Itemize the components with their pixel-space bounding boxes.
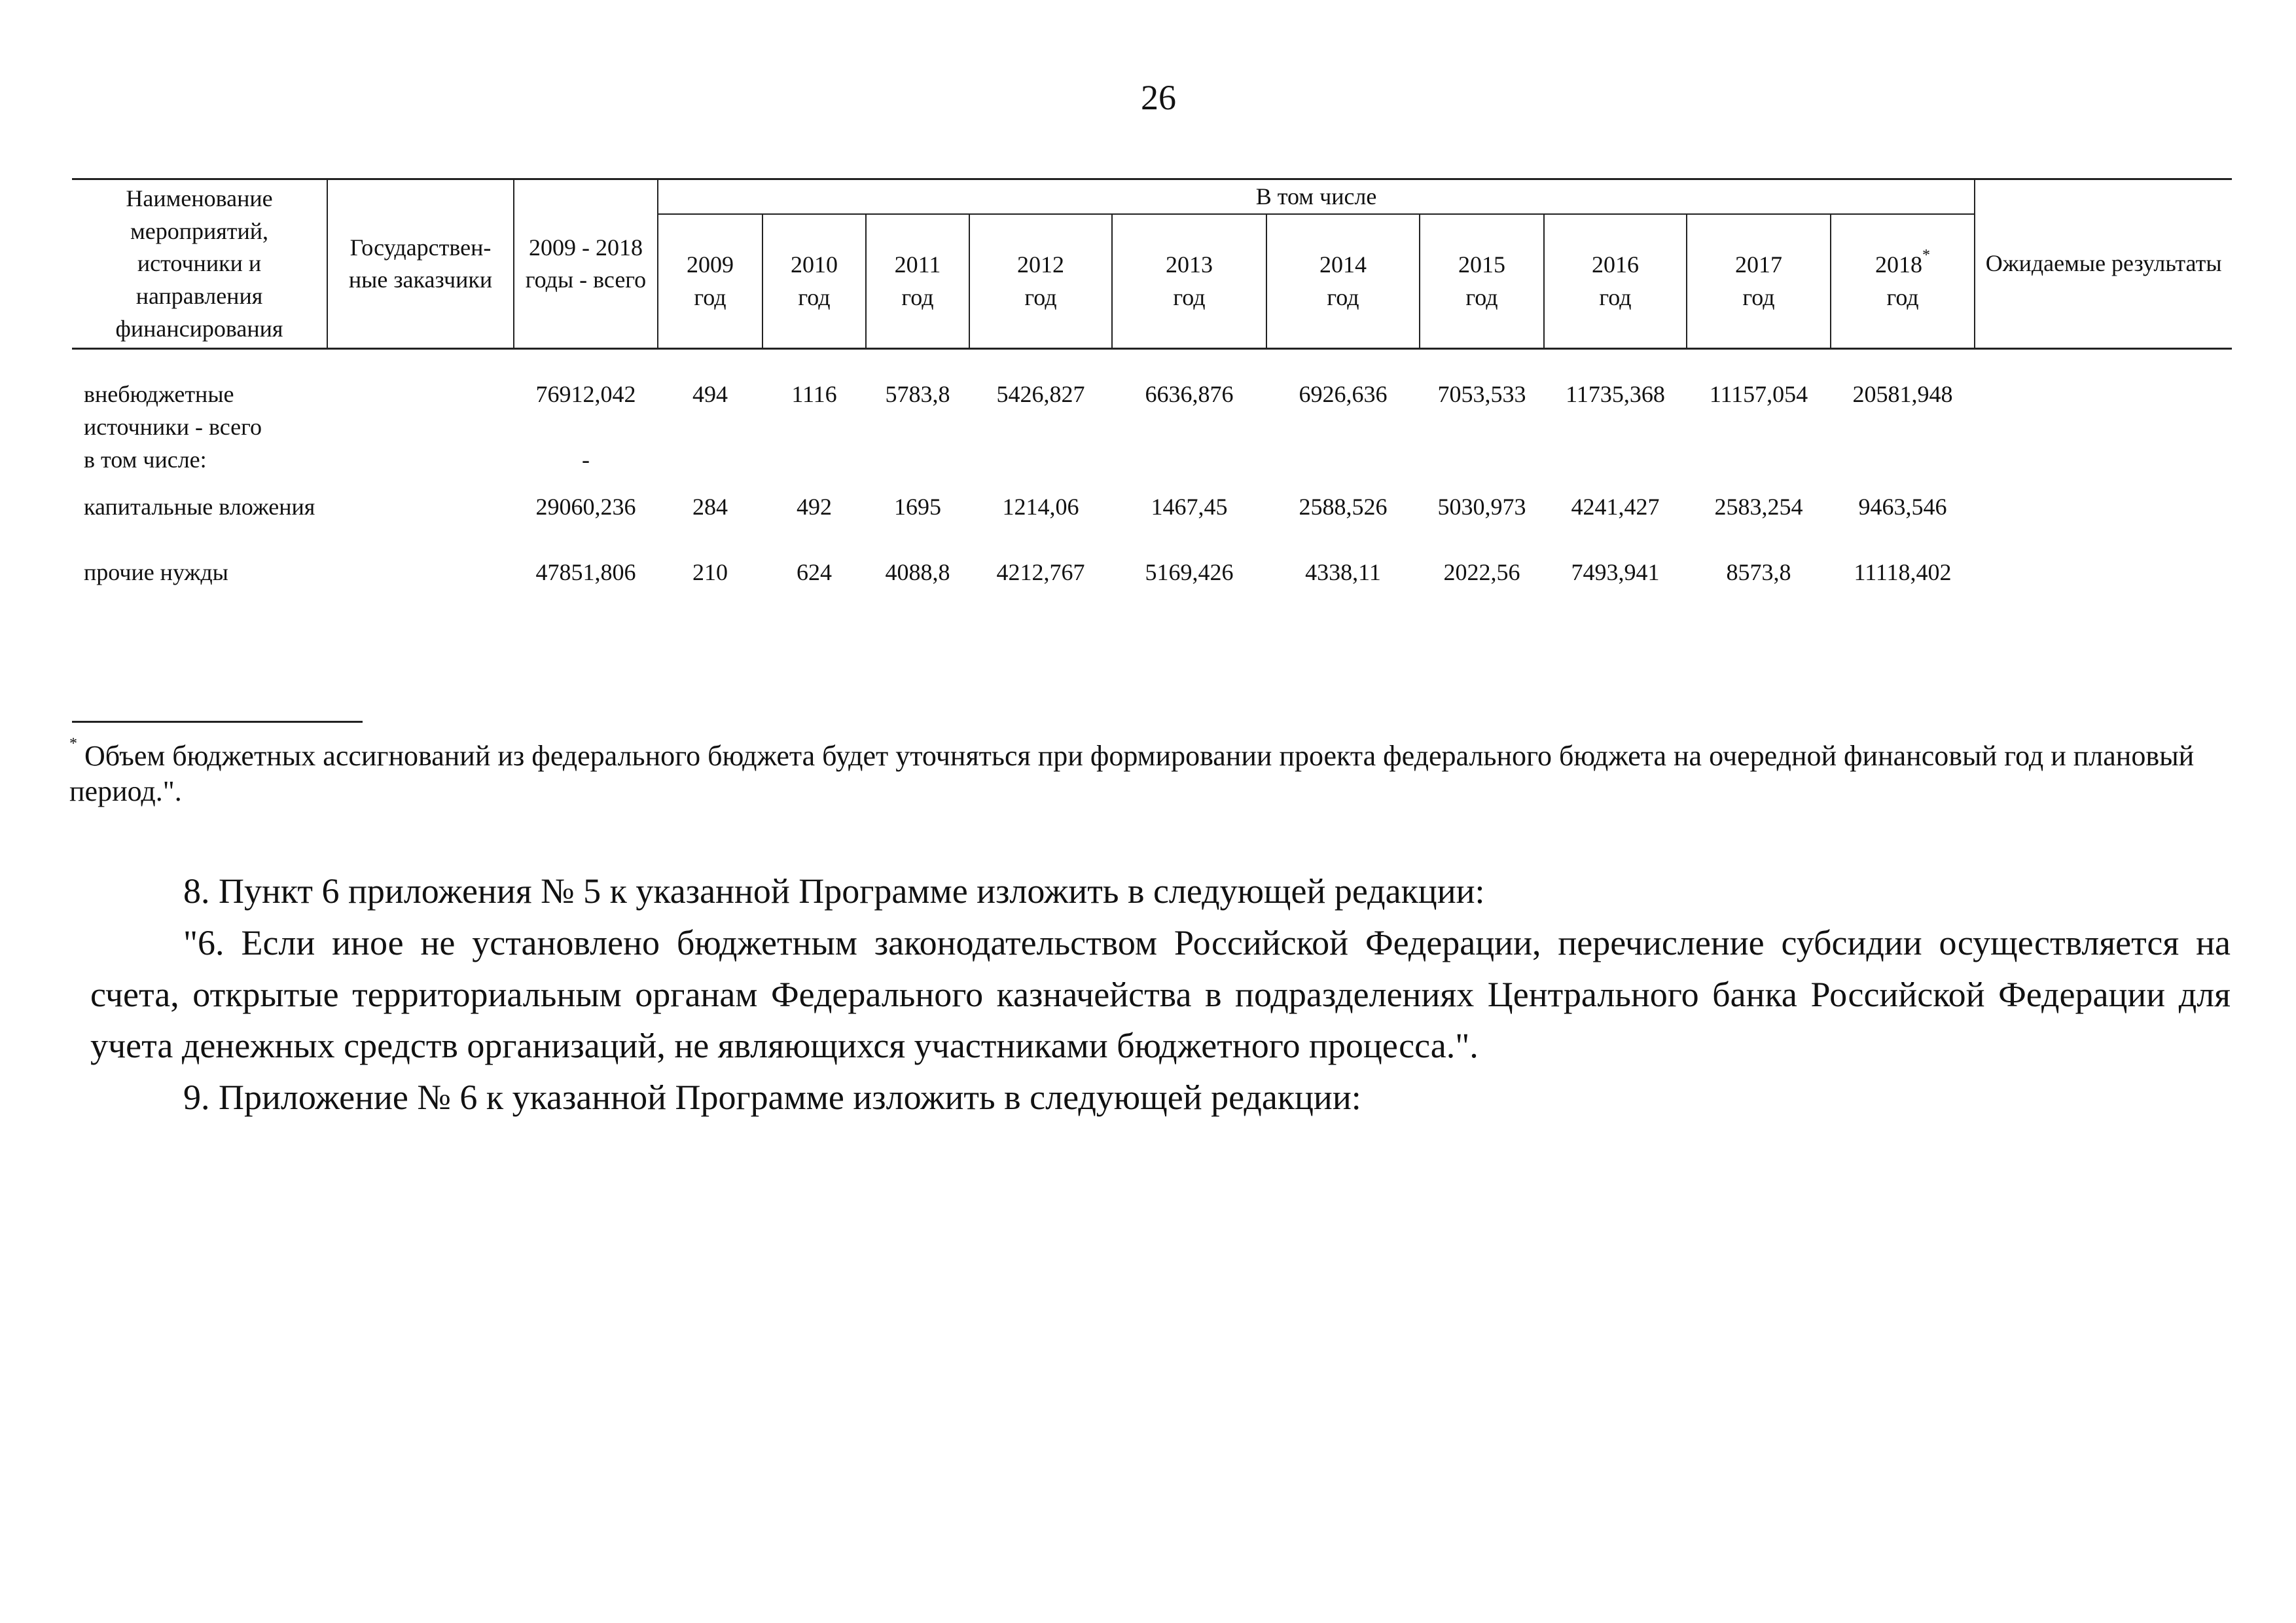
row-result: [1975, 491, 2232, 556]
row-value: [1544, 444, 1687, 491]
row-value: 492: [797, 494, 832, 520]
year-unit: год: [1742, 283, 1775, 310]
paragraph-9: 9. Приложение № 6 к указанной Программе изложить в следующей редакции:: [183, 1078, 1361, 1118]
row-value: 20581,948: [1852, 381, 1953, 408]
row-value: 494: [692, 381, 728, 408]
row-customer: [327, 378, 514, 444]
header-in-that-number: В том числе: [658, 179, 1975, 215]
row-customer: [327, 556, 514, 596]
page-number: 26: [1141, 78, 1176, 117]
row-total: 29060,236: [535, 494, 636, 520]
year-unit: год: [1886, 283, 1919, 310]
footnote-rule: [72, 721, 363, 723]
row-value: 2588,526: [1299, 494, 1388, 520]
row-value: 4212,767: [996, 559, 1085, 586]
year-unit: год: [1024, 283, 1057, 310]
row-customer: [327, 444, 514, 491]
header-customers: Государствен-ные заказчики: [327, 179, 514, 349]
year-label: 2016: [1592, 251, 1639, 278]
paragraph-6-quote: "6. Если иное не установлено бюджетным законодательством Российской Федерации, перечисление субсидии осуществляется на счета, открытые территориальным органам Федерального казначейства в подразделениях Центрального банка Российской Федерации для учета денежных средств организаций, не являющихся участниками бюджетного процесса.".: [90, 922, 2231, 1066]
row-value: 7053,533: [1437, 381, 1526, 408]
row-value: 5030,973: [1437, 494, 1526, 520]
header-year-2012: [969, 214, 1112, 349]
row-customer: [327, 491, 514, 556]
row-value: 210: [692, 559, 728, 586]
row-total: 47851,806: [535, 559, 636, 586]
header-year-2011: [866, 214, 969, 349]
row-value: 1116: [791, 381, 837, 408]
table-row: [72, 444, 2232, 491]
row-label: прочие нужды: [84, 559, 228, 586]
header-year-2010: [762, 214, 866, 349]
row-value: 6636,876: [1145, 381, 1234, 408]
row-value: 4338,11: [1305, 559, 1381, 586]
row-value: 5169,426: [1145, 559, 1234, 586]
row-value: [658, 444, 762, 491]
header-name: Наименование мероприятий, источники и направления финансирования: [72, 179, 327, 349]
row-result: [1975, 556, 2232, 596]
budget-table: [72, 178, 2232, 596]
header-year-2018: [1831, 214, 1975, 349]
row-value: 11735,368: [1566, 381, 1665, 408]
row-result: [1975, 444, 2232, 491]
year-label: 2018: [1875, 251, 1923, 278]
row-total: 76912,042: [535, 381, 636, 408]
year-label: 2014: [1319, 251, 1367, 278]
row-value: [866, 444, 969, 491]
body-text: [90, 866, 2231, 1123]
table-row: [72, 378, 2232, 444]
row-value: 624: [797, 559, 832, 586]
header-year-2016: [1544, 214, 1687, 349]
row-value: 6926,636: [1299, 381, 1388, 408]
row-label: капитальные вложения: [84, 494, 315, 520]
table-row: [72, 556, 2232, 596]
row-value: 7493,941: [1571, 559, 1660, 586]
paragraph-8: 8. Пункт 6 приложения № 5 к указанной Программе изложить в следующей редакции:: [183, 871, 1485, 911]
row-label: в том числе:: [84, 447, 207, 473]
header-year-2014: [1266, 214, 1420, 349]
row-total: -: [582, 447, 590, 473]
row-value: 1695: [894, 494, 941, 520]
row-value: 9463,546: [1858, 494, 1947, 520]
row-value: 11118,402: [1854, 559, 1952, 586]
year-label: 2011: [894, 251, 941, 278]
footnote-mark: *: [69, 735, 77, 752]
row-result: [1975, 378, 2232, 444]
footnote-text: Объем бюджетных ассигнований из федерального бюджета будет уточняться при формировании проекта федерального бюджета на очередной финансовый год и плановый период.".: [69, 740, 2195, 807]
year-unit: год: [694, 283, 726, 310]
row-value: 8573,8: [1726, 559, 1791, 586]
year-footnote-mark: *: [1922, 247, 1931, 264]
year-label: 2010: [791, 251, 838, 278]
header-year-2017: [1687, 214, 1831, 349]
row-value: [1420, 444, 1544, 491]
row-value: [762, 444, 866, 491]
row-label: внебюджетные источники - всего: [84, 381, 262, 441]
row-value: 2583,254: [1714, 494, 1803, 520]
row-value: [1266, 444, 1420, 491]
header-results: Ожидаемые результаты: [1975, 179, 2232, 349]
year-unit: год: [1327, 283, 1359, 310]
row-value: 4088,8: [885, 559, 950, 586]
row-value: [969, 444, 1112, 491]
table-row: [72, 491, 2232, 556]
row-value: 11157,054: [1709, 381, 1808, 408]
row-value: 5783,8: [885, 381, 950, 408]
year-label: 2017: [1735, 251, 1782, 278]
year-label: 2015: [1458, 251, 1505, 278]
header-total: 2009 - 2018 годы - всего: [514, 179, 658, 349]
row-value: [1687, 444, 1831, 491]
row-value: [1831, 444, 1975, 491]
row-value: 5426,827: [996, 381, 1085, 408]
year-label: 2013: [1166, 251, 1213, 278]
year-unit: год: [1599, 283, 1632, 310]
year-label: 2012: [1017, 251, 1064, 278]
row-value: 284: [692, 494, 728, 520]
row-value: 1214,06: [1002, 494, 1079, 520]
year-unit: год: [901, 283, 934, 310]
header-year-2009: [658, 214, 762, 349]
year-unit: год: [798, 283, 831, 310]
header-year-2013: [1112, 214, 1266, 349]
year-unit: год: [1465, 283, 1498, 310]
year-unit: год: [1173, 283, 1206, 310]
row-value: 2022,56: [1443, 559, 1520, 586]
row-value: 1467,45: [1151, 494, 1228, 520]
header-year-2015: [1420, 214, 1544, 349]
row-value: [1112, 444, 1266, 491]
year-label: 2009: [687, 251, 734, 278]
footnote: [69, 735, 2236, 809]
row-value: 4241,427: [1571, 494, 1660, 520]
